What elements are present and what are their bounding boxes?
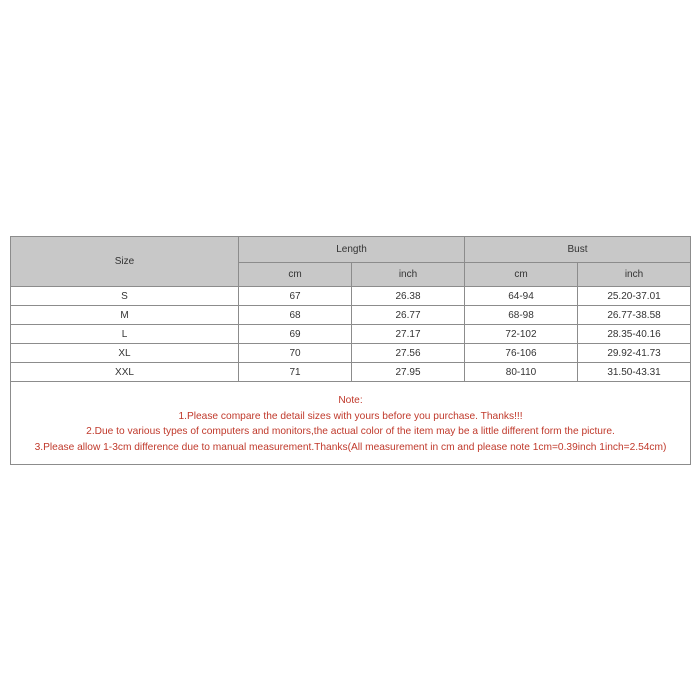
- notes-row: [11, 382, 691, 465]
- header-group-row: [11, 237, 691, 263]
- bust-cm-cell: 80-110: [465, 363, 578, 382]
- table-row: [11, 344, 691, 363]
- bust-cm-header: cm: [465, 263, 578, 287]
- length-inch-cell: 26.38: [352, 287, 465, 306]
- length-inch-cell: 27.56: [352, 344, 465, 363]
- length-inch-header: inch: [352, 263, 465, 287]
- size-column-header: Size: [11, 237, 239, 287]
- bust-cm-cell: 68-98: [465, 306, 578, 325]
- table-row: [11, 325, 691, 344]
- bust-inch-cell: 31.50-43.31: [578, 363, 691, 382]
- size-cell: S: [11, 287, 239, 306]
- bust-cm-cell: 64-94: [465, 287, 578, 306]
- note-line-2: 2.Due to various types of computers and monitors,the actual color of the item may be a little different form the picture.: [86, 426, 615, 437]
- bust-group-header: Bust: [465, 237, 691, 263]
- length-cm-cell: 68: [239, 306, 352, 325]
- length-cm-header: cm: [239, 263, 352, 287]
- size-cell: XL: [11, 344, 239, 363]
- table-row: [11, 363, 691, 382]
- length-cm-cell: 67: [239, 287, 352, 306]
- table-row: [11, 306, 691, 325]
- size-chart-table: [10, 236, 691, 465]
- length-cm-cell: 70: [239, 344, 352, 363]
- length-cm-cell: 71: [239, 363, 352, 382]
- bust-inch-cell: 29.92-41.73: [578, 344, 691, 363]
- length-inch-cell: 27.95: [352, 363, 465, 382]
- size-cell: L: [11, 325, 239, 344]
- bust-inch-cell: 28.35-40.16: [578, 325, 691, 344]
- length-group-header: Length: [239, 237, 465, 263]
- length-inch-cell: 26.77: [352, 306, 465, 325]
- note-title: Note:: [338, 395, 363, 406]
- bust-inch-cell: 26.77-38.58: [578, 306, 691, 325]
- bust-cm-cell: 76-106: [465, 344, 578, 363]
- size-cell: M: [11, 306, 239, 325]
- note-line-3: 3.Please allow 1-3cm difference due to manual measurement.Thanks(All measurement in cm and please note 1cm=0.39inch 1inch=2.54cm): [34, 441, 667, 453]
- bust-inch-header: inch: [578, 263, 691, 287]
- note-line-1: 1.Please compare the detail sizes with yours before you purchase. Thanks!!!: [178, 410, 523, 422]
- length-cm-cell: 69: [239, 325, 352, 344]
- table-row: [11, 287, 691, 306]
- bust-cm-cell: 72-102: [465, 325, 578, 344]
- notes-cell: [11, 382, 691, 465]
- bust-inch-cell: 25.20-37.01: [578, 287, 691, 306]
- length-inch-cell: 27.17: [352, 325, 465, 344]
- size-cell: XXL: [11, 363, 239, 382]
